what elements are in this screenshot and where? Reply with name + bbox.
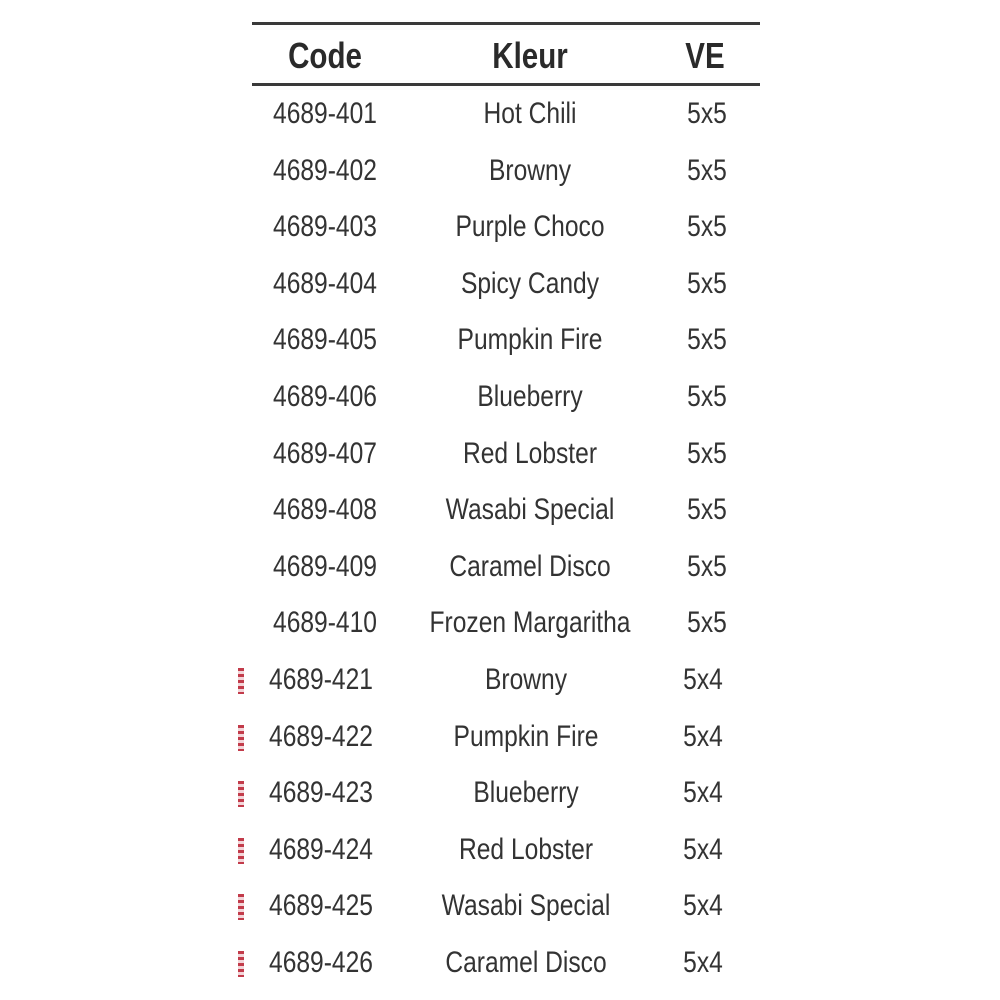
table-row [0, 878, 1000, 934]
header-ve: VE [685, 35, 725, 76]
table-row [0, 822, 1000, 878]
table-row [0, 709, 1000, 765]
cell-ve: 5x5 [687, 97, 727, 130]
cell-ve: 5x4 [683, 889, 723, 922]
cell-code: 4689-402 [273, 154, 377, 187]
cell-code: 4689-403 [273, 210, 377, 243]
cell-ve: 5x5 [687, 493, 727, 526]
table-row [0, 86, 1000, 142]
cell-kleur: Blueberry [473, 776, 579, 809]
cell-ve: 5x4 [683, 663, 723, 696]
cell-kleur: Red Lobster [462, 437, 598, 470]
cell-ve: 5x4 [683, 720, 723, 753]
cell-code: 4689-409 [273, 550, 377, 583]
cell-code: 4689-404 [273, 267, 377, 300]
row-marker-icon [238, 725, 244, 751]
cell-kleur: Wasabi Special [445, 493, 615, 526]
cell-code: 4689-422 [269, 720, 373, 753]
cell-ve: 5x4 [683, 833, 723, 866]
cell-kleur: Purple Choco [455, 210, 605, 243]
cell-code: 4689-425 [269, 889, 373, 922]
cell-code: 4689-426 [269, 946, 373, 979]
cell-kleur: Red Lobster [458, 833, 594, 866]
table-row [0, 369, 1000, 425]
row-marker-icon [238, 838, 244, 864]
cell-kleur: Wasabi Special [441, 889, 611, 922]
header-kleur: Kleur [492, 35, 568, 76]
cell-code: 4689-407 [273, 437, 377, 470]
cell-ve: 5x5 [687, 380, 727, 413]
table-row [0, 426, 1000, 482]
cell-kleur: Caramel Disco [445, 946, 607, 979]
cell-kleur: Spicy Candy [460, 267, 600, 300]
cell-kleur: Pumpkin Fire [453, 720, 599, 753]
table-row [0, 143, 1000, 199]
cell-ve: 5x5 [687, 154, 727, 187]
cell-kleur: Browny [484, 663, 568, 696]
cell-ve: 5x4 [683, 946, 723, 979]
cell-kleur: Hot Chili [483, 97, 577, 130]
row-marker-icon [238, 951, 244, 977]
row-marker-icon [238, 894, 244, 920]
cell-ve: 5x4 [683, 776, 723, 809]
table-top-rule [252, 22, 760, 25]
cell-code: 4689-408 [273, 493, 377, 526]
table-row [0, 595, 1000, 651]
cell-ve: 5x5 [687, 267, 727, 300]
cell-code: 4689-421 [269, 663, 373, 696]
cell-ve: 5x5 [687, 550, 727, 583]
cell-code: 4689-401 [273, 97, 377, 130]
header-code: Code [288, 35, 362, 76]
table-row [0, 652, 1000, 708]
cell-kleur: Caramel Disco [449, 550, 611, 583]
cell-kleur: Browny [488, 154, 572, 187]
table-row [0, 312, 1000, 368]
cell-ve: 5x5 [687, 323, 727, 356]
cell-code: 4689-423 [269, 776, 373, 809]
cell-ve: 5x5 [687, 210, 727, 243]
cell-code: 4689-410 [273, 606, 377, 639]
table-row [0, 765, 1000, 821]
table-row [0, 935, 1000, 991]
cell-kleur: Blueberry [477, 380, 583, 413]
cell-kleur: Pumpkin Fire [457, 323, 603, 356]
table-row [0, 482, 1000, 538]
row-marker-icon [238, 668, 244, 694]
cell-code: 4689-405 [273, 323, 377, 356]
table-row [0, 199, 1000, 255]
cell-code: 4689-424 [269, 833, 373, 866]
table-row [0, 256, 1000, 312]
row-marker-icon [238, 781, 244, 807]
cell-kleur: Frozen Margaritha [429, 606, 631, 639]
cell-ve: 5x5 [687, 437, 727, 470]
table-row [0, 539, 1000, 595]
cell-ve: 5x5 [687, 606, 727, 639]
cell-code: 4689-406 [273, 380, 377, 413]
